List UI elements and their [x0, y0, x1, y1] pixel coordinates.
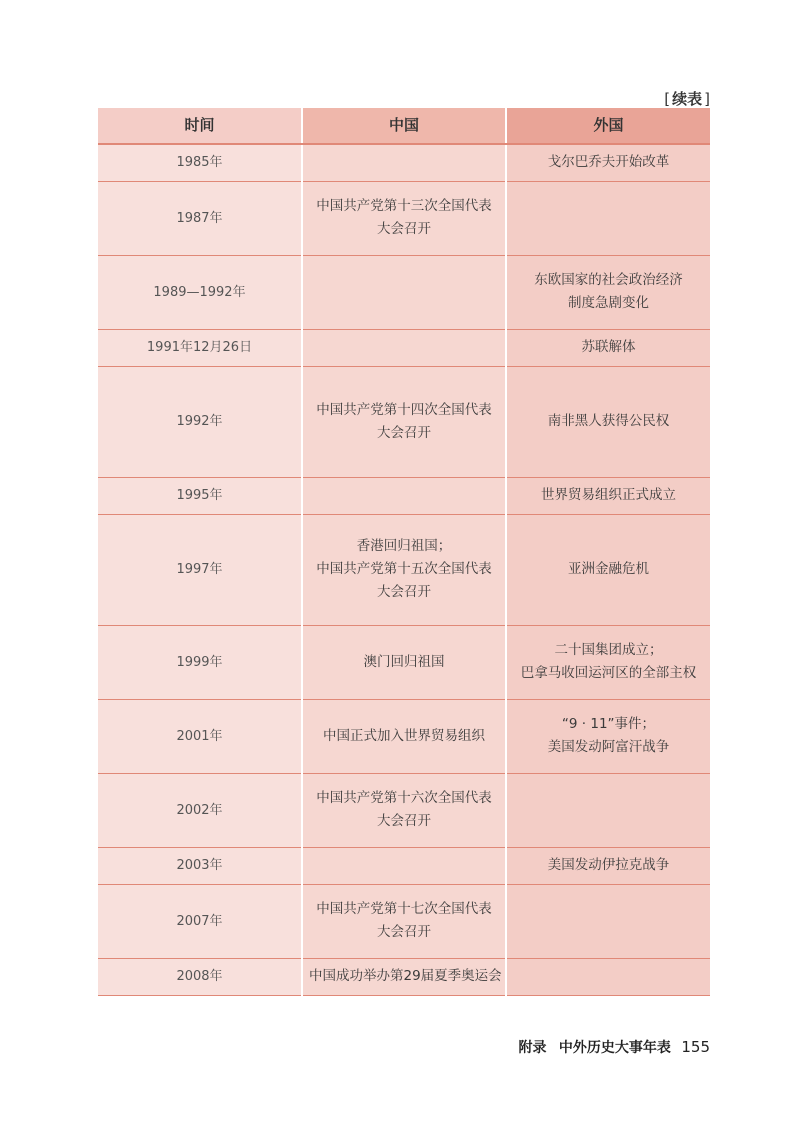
- cell-text-line: 中国共产党第十五次全国代表: [316, 561, 492, 577]
- timeline-body: [98, 144, 710, 995]
- table-row: [98, 181, 710, 255]
- cell-text-line: 大会召开: [377, 924, 431, 940]
- cell-china: [302, 699, 506, 773]
- cell-text-line: 二十国集团成立；: [554, 642, 663, 658]
- cell-china: [302, 329, 506, 366]
- cell-foreign: [506, 329, 710, 366]
- cell-foreign: [506, 773, 710, 847]
- cell-china: [302, 773, 506, 847]
- table-row: [98, 144, 710, 181]
- cell-time: 1985年: [98, 144, 302, 181]
- cell-china: [302, 625, 506, 699]
- cell-foreign: [506, 699, 710, 773]
- table-row: [98, 884, 710, 958]
- cell-foreign: [506, 366, 710, 477]
- footer-title: 中外历史大事年表: [558, 1040, 671, 1056]
- table-row: [98, 255, 710, 329]
- footer-section: 附录: [518, 1040, 547, 1056]
- cell-foreign: [506, 958, 710, 995]
- cell-text-line: 中国正式加入世界贸易组织: [323, 727, 485, 744]
- table-row: [98, 366, 710, 477]
- cell-foreign: [506, 144, 710, 181]
- cell-text-line: 美国发动伊拉克战争: [547, 857, 670, 873]
- cell-time: 2007年: [98, 884, 302, 958]
- cell-text-line: 香港回归祖国；: [356, 538, 452, 554]
- cell-text-line: 中国共产党第十六次全国代表: [316, 790, 492, 806]
- header-time: 时间: [98, 108, 302, 144]
- cell-foreign: [506, 625, 710, 699]
- cell-text-line: 东欧国家的社会政治经济: [534, 272, 683, 288]
- page-number: 155: [681, 1038, 710, 1056]
- cell-china: [302, 958, 506, 995]
- cell-time: 2002年: [98, 773, 302, 847]
- table-row: [98, 699, 710, 773]
- table-row: [98, 329, 710, 366]
- table-row: [98, 773, 710, 847]
- cell-text-line: 大会召开: [377, 424, 431, 441]
- table-row: [98, 625, 710, 699]
- cell-china: [302, 884, 506, 958]
- bracket-open: [: [664, 90, 671, 108]
- page-footer: [518, 1037, 710, 1057]
- cell-text-line: 中国共产党第十三次全国代表: [316, 198, 492, 214]
- cell-text-line: 大会召开: [377, 584, 431, 600]
- bracket-close: ]: [704, 90, 710, 108]
- cell-china: [302, 144, 506, 181]
- cell-foreign: [506, 477, 710, 514]
- table-row: [98, 514, 710, 625]
- cell-time: 1992年: [98, 366, 302, 477]
- continued-label: [664, 88, 710, 109]
- cell-foreign: [506, 181, 710, 255]
- cell-text-line: 苏联解体: [581, 339, 636, 355]
- timeline-table: [98, 108, 710, 996]
- cell-text-line: 戈尔巴乔夫开始改革: [547, 154, 670, 171]
- cell-time: 1989—1992年: [98, 255, 302, 329]
- cell-time: 1999年: [98, 625, 302, 699]
- cell-foreign: [506, 255, 710, 329]
- cell-time: 2001年: [98, 699, 302, 773]
- cell-text-line: 南非黑人获得公民权: [547, 413, 670, 429]
- cell-china: [302, 181, 506, 255]
- cell-time: 1995年: [98, 477, 302, 514]
- table-row: [98, 477, 710, 514]
- cell-time: 1987年: [98, 181, 302, 255]
- cell-foreign: [506, 847, 710, 884]
- header-row: [98, 108, 710, 144]
- cell-text-line: 大会召开: [377, 813, 431, 829]
- table-row: [98, 847, 710, 884]
- cell-text-line: 中国成功举办第29届夏季奥运会: [309, 968, 502, 984]
- cell-text-line: 巴拿马收回运河区的全部主权: [520, 665, 697, 681]
- cell-time: 2003年: [98, 847, 302, 884]
- header-foreign: 外国: [506, 108, 710, 144]
- cell-time: 2008年: [98, 958, 302, 995]
- cell-time: 1997年: [98, 514, 302, 625]
- cell-china: [302, 366, 506, 477]
- cell-text-line: 澳门回归祖国: [363, 653, 445, 670]
- cell-time: 1991年12月26日: [98, 329, 302, 366]
- header-china: 中国: [302, 108, 506, 144]
- cell-text-line: 亚洲金融危机: [568, 561, 649, 577]
- cell-china: [302, 255, 506, 329]
- cell-text-line: “9 · 11”事件；: [561, 716, 656, 732]
- cell-foreign: [506, 514, 710, 625]
- cell-text-line: 世界贸易组织正式成立: [541, 487, 676, 503]
- cell-text-line: 大会召开: [377, 221, 431, 237]
- cell-foreign: [506, 884, 710, 958]
- cell-text-line: 中国共产党第十四次全国代表: [316, 401, 492, 418]
- cell-china: [302, 514, 506, 625]
- cell-text-line: 中国共产党第十七次全国代表: [316, 901, 492, 917]
- cell-text-line: 美国发动阿富汗战争: [547, 739, 670, 755]
- cell-text-line: 制度急剧变化: [568, 295, 649, 311]
- continued-text: 续表: [672, 90, 703, 108]
- cell-china: [302, 847, 506, 884]
- table-row: [98, 958, 710, 995]
- cell-china: [302, 477, 506, 514]
